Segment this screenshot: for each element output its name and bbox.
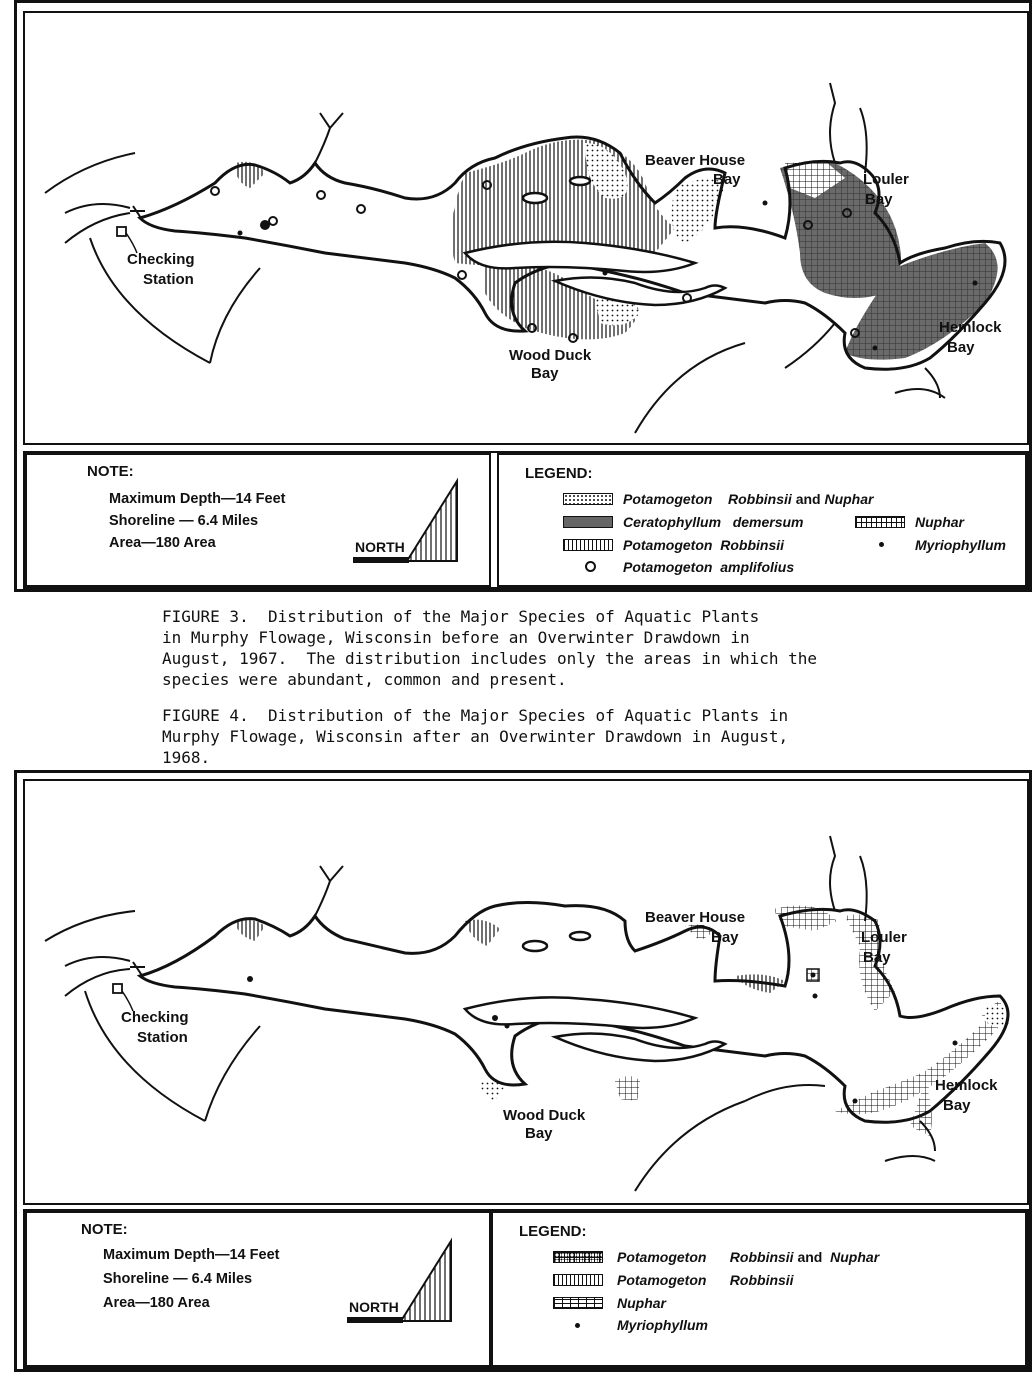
figure4-legend-item-4: Myriophyllum [617, 1317, 709, 1333]
figure3-label-wood-duck: Wood Duck [509, 347, 592, 364]
figure4-label-louler-bay: Bay [863, 949, 891, 966]
figure3-legend-item-5: Nuphar [915, 514, 964, 530]
figure4-note-depth: Maximum Depth—14 Feet [103, 1247, 280, 1263]
figure4-note-area: Area—180 Area [103, 1295, 210, 1311]
figure3-note-area: Area—180 Area [109, 535, 216, 551]
figure4-map [23, 779, 1029, 1205]
figure3-north-arrow-icon [349, 473, 459, 573]
figure3-swatch-myriophyllum [879, 542, 884, 547]
figure4-north-arrow-icon [343, 1233, 453, 1333]
figure4-label-wood-duck: Wood Duck [503, 1107, 586, 1124]
figure4-label-station: Station [137, 1029, 188, 1046]
figure3-label-station: Station [143, 271, 194, 288]
figure3-swatch-amplifolius [585, 561, 596, 572]
figure3-note-shoreline: Shoreline — 6.4 Miles [109, 513, 259, 529]
figure3-label-louler-bay: Bay [865, 191, 893, 208]
figure3-caption-line-2: in Murphy Flowage, Wisconsin before an Overwinter Drawdown in [162, 628, 750, 647]
figure4-label-checking: Checking [121, 1009, 189, 1026]
figure4-legend-item-3: Nuphar [617, 1295, 666, 1311]
figure4-islands [465, 932, 725, 1061]
figure3-legend-item-4: Potamogeton amplifolius [623, 559, 795, 575]
figure4-caption-line-2: Murphy Flowage, Wisconsin after an Overwinter Drawdown in August, [162, 727, 789, 746]
figure3-note-box [25, 453, 491, 587]
figure3-caption-line-3: August, 1967. The distribution includes only the areas in which the [162, 649, 818, 668]
figure4-note-shoreline: Shoreline — 6.4 Miles [103, 1271, 253, 1287]
figure3-label-checking: Checking [127, 251, 195, 268]
figure4-label-wood-duck-bay: Bay [525, 1125, 553, 1142]
figure3-label-hemlock: Hemlock [939, 319, 1002, 336]
figure3-legend-title: LEGEND: [525, 465, 593, 482]
figure4-caption-line-1: FIGURE 4. Distribution of the Major Species of Aquatic Plants in [162, 706, 789, 725]
figure3-swatch-nuphar [855, 516, 905, 528]
figure3-legend-item-3: Potamogeton Robbinsii [623, 537, 785, 553]
figure3-note-depth: Maximum Depth—14 Feet [109, 491, 286, 507]
figure3-legend-item-2: Ceratophyllum demersum [623, 514, 804, 530]
figure3-label-beaver-bay: Bay [713, 171, 741, 188]
figure4-swatch-robbinsii-nuphar [553, 1251, 603, 1263]
figure4-checking-station-marker [113, 984, 122, 993]
figure4-label-hemlock-bay: Bay [943, 1097, 971, 1114]
figure4-map-drawing [25, 781, 1019, 1203]
figure3-caption-line-1: FIGURE 3. Distribution of the Major Species of Aquatic Plants [162, 607, 760, 626]
figure4-legend-title: LEGEND: [519, 1223, 587, 1240]
figure4-panel [14, 770, 1032, 1372]
figure3-swatch-robbinsii [563, 539, 613, 551]
figure3-legend-item-6: Myriophyllum [915, 537, 1007, 553]
figure3-swatch-ceratophyllum [563, 516, 613, 528]
figure4-info-row [23, 1209, 1029, 1369]
figure4-label-hemlock: Hemlock [935, 1077, 998, 1094]
figure3-swatch-robbinsii-nuphar [563, 493, 613, 505]
figure3-map-drawing [25, 13, 1019, 443]
figure4-swatch-robbinsii [553, 1274, 603, 1286]
figure3-label-hemlock-bay: Bay [947, 339, 975, 356]
figure4-label-beaver-house: Beaver House [645, 909, 746, 926]
figure3-legend-box [497, 453, 1027, 587]
figure3-legend-item-1: Potamogeton Robbinsii and Nuphar [623, 491, 874, 507]
figure3-panel [14, 0, 1032, 592]
figure3-map [23, 11, 1029, 445]
figure3-label-wood-duck-bay: Bay [531, 365, 559, 382]
figure4-swatch-myriophyllum [575, 1323, 580, 1328]
figure3-north-label: NORTH [355, 539, 405, 555]
figure4-legend-item-2: Potamogeton Robbinsii [617, 1272, 794, 1288]
figure3-label-beaver-house: Beaver House [645, 152, 746, 169]
figure4-land-lines [45, 911, 935, 1191]
figure4-caption-line-3: 1968. [162, 748, 211, 767]
figure4-legend-box [491, 1211, 1027, 1367]
figure3-note-title: NOTE: [87, 463, 134, 480]
figure4-label-louler: Louler [861, 929, 907, 946]
figure4-swatch-nuphar [553, 1297, 603, 1309]
figure4-legend-item-1: Potamogeton Robbinsii and Nuphar [617, 1249, 880, 1265]
figure4-label-beaver-bay: Bay [711, 929, 739, 946]
figure4-note-box [25, 1211, 491, 1367]
figure3-caption-line-4: species were abundant, common and present. [162, 670, 567, 689]
figure3-checking-station-marker [117, 227, 126, 236]
figure4-north-label: NORTH [349, 1299, 399, 1315]
figure3-info-row [23, 451, 1029, 589]
figure4-note-title: NOTE: [81, 1221, 128, 1238]
figure3-label-louler: Louler [863, 171, 909, 188]
